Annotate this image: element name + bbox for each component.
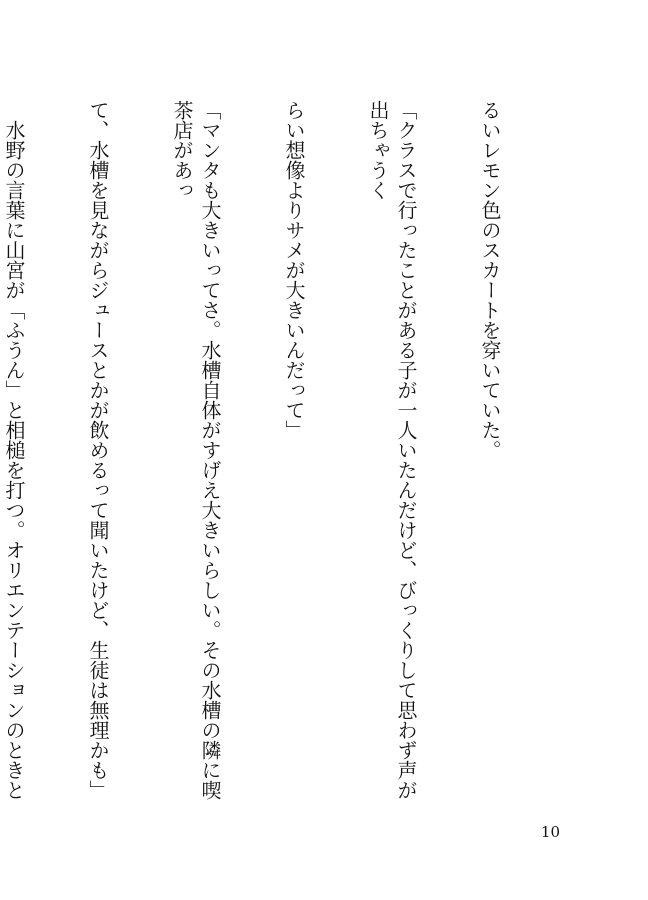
page-number: 10 — [540, 823, 560, 841]
body-text — [0, 100, 560, 800]
text-line-2: 「クラスで行ったことがある子が一人いたんだけど、びっくりして思わず声が出ちゃうく — [366, 100, 418, 800]
text-line-5: て、水槽を見ながらジュースとかが飲めるって聞いたけど、生徒は無理かも」 — [86, 100, 110, 800]
text-line-4: 「マンタも大きいってさ。水槽自体がすげえ大きいらしい。その水槽の隣に喫茶店があっ — [170, 100, 222, 800]
text-line-1: るいレモン色のスカートを穿いていた。 — [478, 100, 502, 460]
text-line-6: 水野の言葉に山宮が「ふうん」と相槌を打つ。オリエンテーションのときと — [2, 120, 26, 800]
text-line-3: らい想像よりサメが大きいんだって」 — [282, 100, 306, 440]
